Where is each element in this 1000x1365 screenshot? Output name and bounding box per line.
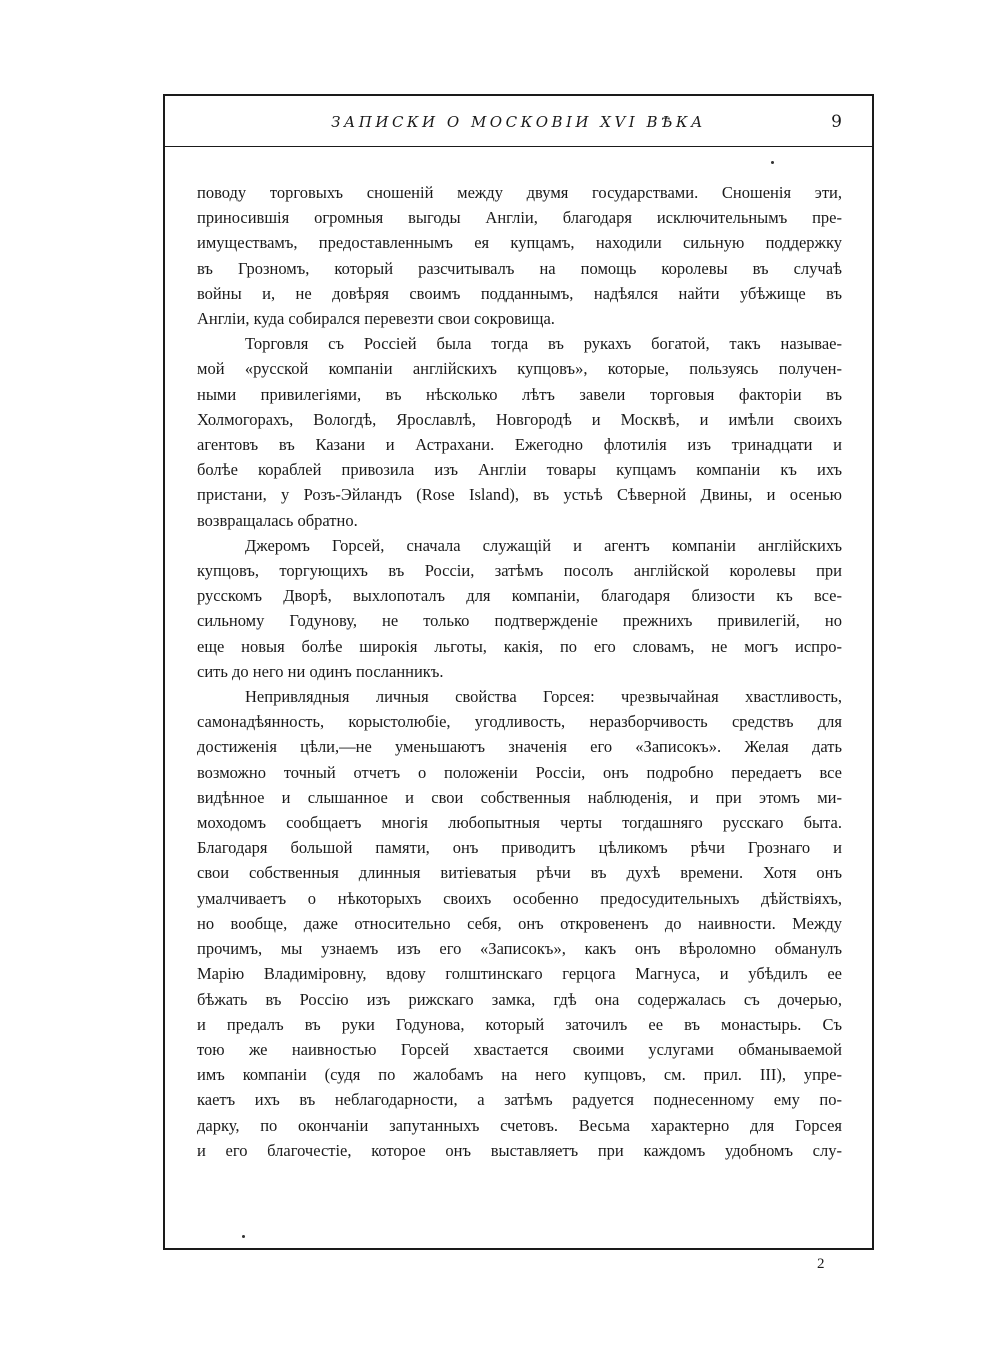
text-line: Джеромъ Горсей, сначала служащій и агентъ компаніи англійскихъ	[245, 535, 842, 555]
text-line: поводу торговыхъ сношеній между двумя государствами. Сношенія эти,	[197, 183, 842, 202]
text-line: Англіи, куда собирался перевезти свои сокровища.	[197, 309, 555, 329]
text-line: умалчиваетъ о нѣкоторыхъ своихъ особенно предосудительныхъ дѣйствіяхъ,	[197, 888, 842, 908]
text-line: прочимъ, мы узнаемъ изъ его «Записокъ», какъ онъ вѣроломно обманулъ	[197, 939, 842, 959]
text-line: свои собственныя длинныя витіеватыя рѣчи въ духѣ времени. Хотя онъ	[197, 863, 842, 883]
paragraph-1	[197, 180, 842, 331]
text-line: возможно точный отчетъ о положеніи Россіи, онъ подробно передаетъ все	[197, 762, 842, 782]
text-line: мой «русской компаніи англійскихъ купцовъ», которые, пользуясь получен-	[197, 359, 842, 379]
paragraph-4	[197, 684, 842, 1163]
text-line: въ Грозномъ, который разсчитывалъ на помощь королевы въ случаѣ	[197, 258, 842, 278]
text-line: пристани, у Розъ-Эйландъ (Rose Island), въ устьѣ Сѣверной Двины, и осенью	[197, 485, 842, 505]
text-line: Непривлядныя личныя свойства Горсея: чрезвычайная хвастливость,	[245, 687, 842, 707]
text-line: дарку, по окончаніи запутанныхъ счетовъ. Весьма характерно для Горсея	[197, 1115, 842, 1135]
text-line: войны и, не довѣряя своимъ подданнымъ, надѣялся найти убѣжище въ	[197, 283, 842, 303]
text-line: возвращалась обратно.	[197, 510, 358, 530]
text-line: болѣе кораблей привозила изъ Англіи товары купцамъ компаніи къ ихъ	[197, 460, 842, 480]
body-text	[197, 180, 842, 1163]
text-line: купцовъ, торгующихъ въ Россіи, затѣмъ посолъ англійской королевы при	[197, 561, 842, 581]
page-frame	[163, 94, 874, 1250]
text-line: Благодаря большой памяти, онъ приводитъ цѣликомъ рѣчи Грознаго и	[197, 838, 842, 858]
page-number: 9	[831, 112, 842, 132]
paragraph-2	[197, 331, 842, 533]
text-line: приносившія огромныя выгоды Англіи, благодаря исключительнымъ пре-	[197, 208, 842, 228]
running-header	[165, 96, 872, 147]
text-line: ными привилегіями, въ нѣсколько лѣтъ завели торговыя факторіи въ	[197, 384, 842, 404]
signature-mark: 2	[817, 1256, 825, 1272]
print-speck	[771, 161, 774, 164]
text-line: Марію Владиміровну, вдову голштинскаго герцога Магнуса, и убѣдилъ ее	[197, 964, 842, 984]
text-line: русскомъ Дворѣ, выхлопоталъ для компаніи, благодаря близости къ все-	[197, 586, 842, 606]
text-line: бѣжать въ Россію изъ рижскаго замка, гдѣ она содержалась съ дочерью,	[197, 989, 842, 1009]
print-speck	[242, 1235, 245, 1238]
text-line: Торговля съ Россіей была тогда въ рукахъ богатой, такъ называе-	[245, 334, 842, 354]
text-line: и предалъ въ руки Годунова, который заточилъ ее въ монастырь. Съ	[197, 1014, 842, 1034]
text-line: имуществамъ, предоставленнымъ ея купцамъ, находили сильную поддержку	[197, 233, 842, 253]
text-line: но вообще, даже относительно себя, онъ откровененъ до наивности. Между	[197, 913, 842, 933]
running-title: ЗАПИСКИ О МОСКОВІИ XVI ВѢКА	[331, 113, 706, 131]
text-line: сильному Годунову, не только подтвержденіе прежнихъ привилегій, но	[197, 611, 842, 631]
text-line: сить до него ни одинъ посланникъ.	[197, 661, 444, 681]
text-line: видѣнное и слышанное и свои собственныя наблюденія, и при этомъ ми-	[197, 787, 842, 807]
paragraph-3	[197, 533, 842, 684]
text-line: Холмогорахъ, Вологдѣ, Ярославлѣ, Новгородѣ и Москвѣ, и имѣли своихъ	[197, 409, 842, 429]
text-line: достиженія цѣли,—не уменьшаютъ значенія его «Записокъ». Желая дать	[197, 737, 842, 757]
text-line: каетъ ихъ въ неблагодарности, а затѣмъ радуется поднесенному ему по-	[197, 1090, 842, 1110]
text-line: моходомъ сообщаетъ многія любопытныя черты тогдашняго русскаго быта.	[197, 813, 842, 833]
text-line: имъ компаніи (судя по жалобамъ на него купцовъ, см. прил. III), упре-	[197, 1065, 842, 1085]
text-line: еще новыя болѣе широкія льготы, какія, по его словамъ, не могъ испро-	[197, 636, 842, 656]
text-line: агентовъ въ Казани и Астрахани. Ежегодно флотилія изъ тринадцати и	[197, 435, 842, 455]
text-line: и его благочестіе, которое онъ выставляетъ при каждомъ удобномъ слу-	[197, 1140, 842, 1160]
text-line: самонадѣянность, корыстолюбіе, угодливость, неразборчивость средствъ для	[197, 712, 842, 732]
text-line: тою же наивностью Горсей хвастается своими услугами обманываемой	[197, 1039, 842, 1059]
